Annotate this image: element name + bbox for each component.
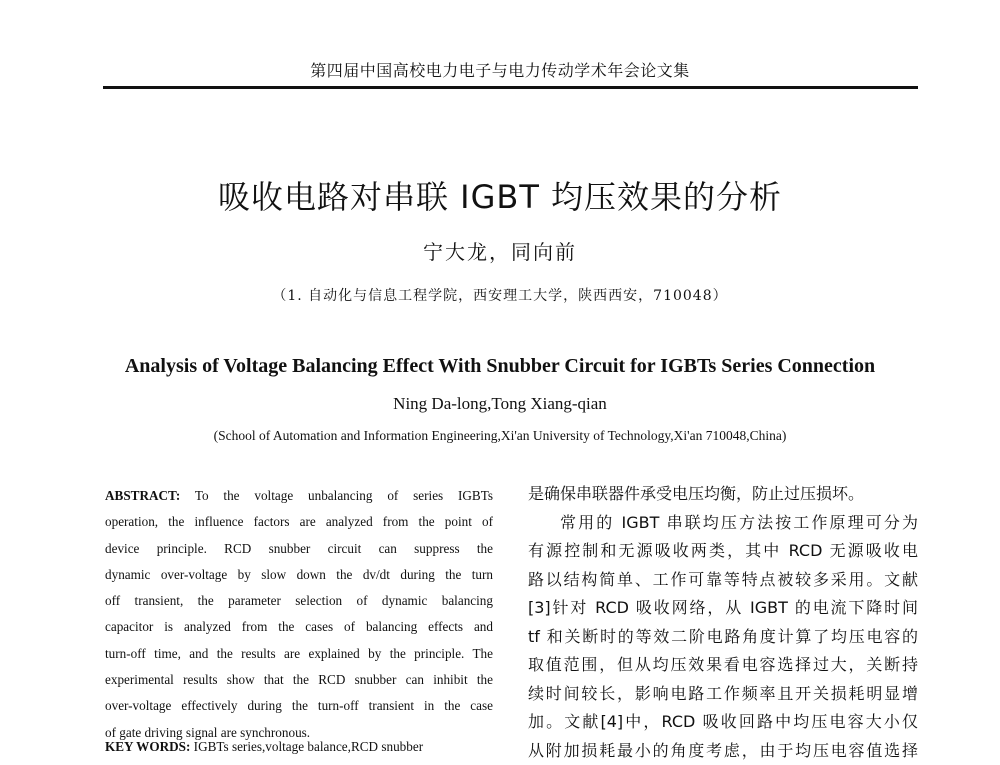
body-line: 是确保串联器件承受电压均衡，防止过压损坏。 [528, 480, 918, 509]
keywords-label: KEY WORDS: [105, 739, 190, 754]
abstract-line: off transient, the parameter selection of dynamic balancing [105, 588, 493, 614]
abstract-line: operation, the influence factors are analyzed from the point of [105, 509, 493, 535]
abstract-line: capacitor is analyzed from the cases of balancing effects and [105, 614, 493, 640]
affiliation-cn: （1. 自动化与信息工程学院，西安理工大学，陕西西安，710048） [0, 285, 1000, 305]
abstract-section [105, 483, 493, 746]
abstract-line: experimental results show that the RCD snubber can inhibit the [105, 667, 493, 693]
abstract-line: device principle. RCD snubber circuit can suppress the [105, 536, 493, 562]
abstract-line [105, 483, 493, 509]
keywords-text: IGBTs series,voltage balance,RCD snubber [190, 739, 423, 754]
abstract-text: To the voltage unbalancing of series IGBTs [180, 488, 493, 503]
paper-title-en: Analysis of Voltage Balancing Effect With Snubber Circuit for IGBTs Series Connection [0, 355, 1000, 378]
body-line: 常用的 IGBT 串联均压方法按工作原理可分为 [528, 509, 918, 538]
abstract-line: of gate driving signal are synchronous. [105, 720, 493, 746]
keywords [105, 739, 493, 755]
running-header: 第四届中国高校电力电子与电力传动学术年会论文集 [0, 58, 1000, 81]
body-line: tf 和关断时的等效二阶电路角度计算了均压电容的 [528, 623, 918, 652]
body-line: [3]针对 RCD 吸收网络，从 IGBT 的电流下降时间 [528, 594, 918, 623]
authors-en: Ning Da-long,Tong Xiang-qian [0, 394, 1000, 414]
body-right-column [528, 480, 918, 765]
body-line: 取值范围，但从均压效果看电容选择过大，关断持 [528, 651, 918, 680]
body-line: 路以结构简单、工作可靠等特点被较多采用。文献 [528, 566, 918, 595]
body-line: 从附加损耗最小的角度考虑，由于均压电容值选择 [528, 737, 918, 765]
paper-title-cn: 吸收电路对串联 IGBT 均压效果的分析 [0, 172, 1000, 218]
affiliation-en: (School of Automation and Information Engineering,Xi'an University of Technology,Xi'an 710048,China) [0, 428, 1000, 444]
abstract-line: dynamic over-voltage by slow down the dv/dt during the turn [105, 562, 493, 588]
body-line: 续时间较长，影响电路工作频率且开关损耗明显增 [528, 680, 918, 709]
body-line: 加。文献[4]中，RCD 吸收回路中均压电容大小仅 [528, 708, 918, 737]
authors-cn: 宁大龙，同向前 [0, 236, 1000, 265]
abstract-line: over-voltage effectively during the turn-off transient in the case [105, 693, 493, 719]
header-rule [103, 86, 918, 89]
body-line: 有源控制和无源吸收两类，其中 RCD 无源吸收电 [528, 537, 918, 566]
abstract-line: turn-off time, and the results are explained by the principle. The [105, 641, 493, 667]
abstract-label: ABSTRACT: [105, 488, 180, 503]
